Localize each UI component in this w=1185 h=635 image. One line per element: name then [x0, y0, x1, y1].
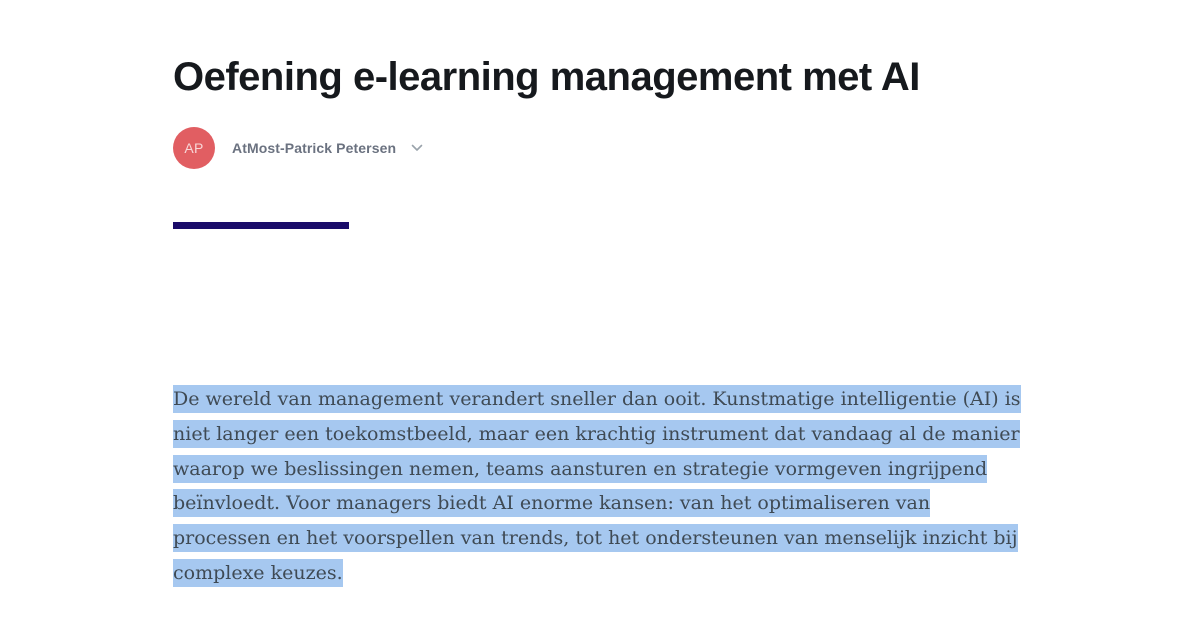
author-name: AtMost-Patrick Petersen — [232, 140, 397, 156]
chevron-down-icon[interactable] — [411, 144, 423, 152]
page-title: Oefening e-learning management met AI — [173, 55, 920, 99]
article-paragraph[interactable] — [173, 382, 1025, 591]
title-divider — [173, 222, 349, 229]
avatar[interactable] — [173, 127, 215, 169]
article-editor — [173, 0, 1025, 591]
avatar-initials: AP — [184, 140, 204, 156]
author-menu[interactable] — [173, 127, 423, 169]
selected-text: De wereld van management verandert sneller dan ooit. Kunstmatige intelligentie (AI) is niet langer een toekomstbeeld, maar een krachtig instrument dat vandaag al de manier waarop we beslissingen nemen, teams aansturen en strategie vormgeven ingrijpend beïnvloedt. Voor managers biedt AI enorme kansen: van het optimaliseren van processen en het voorspellen van trends, tot het ondersteunen van menselijk inzicht bij complexe keuzes. — [173, 385, 1021, 587]
